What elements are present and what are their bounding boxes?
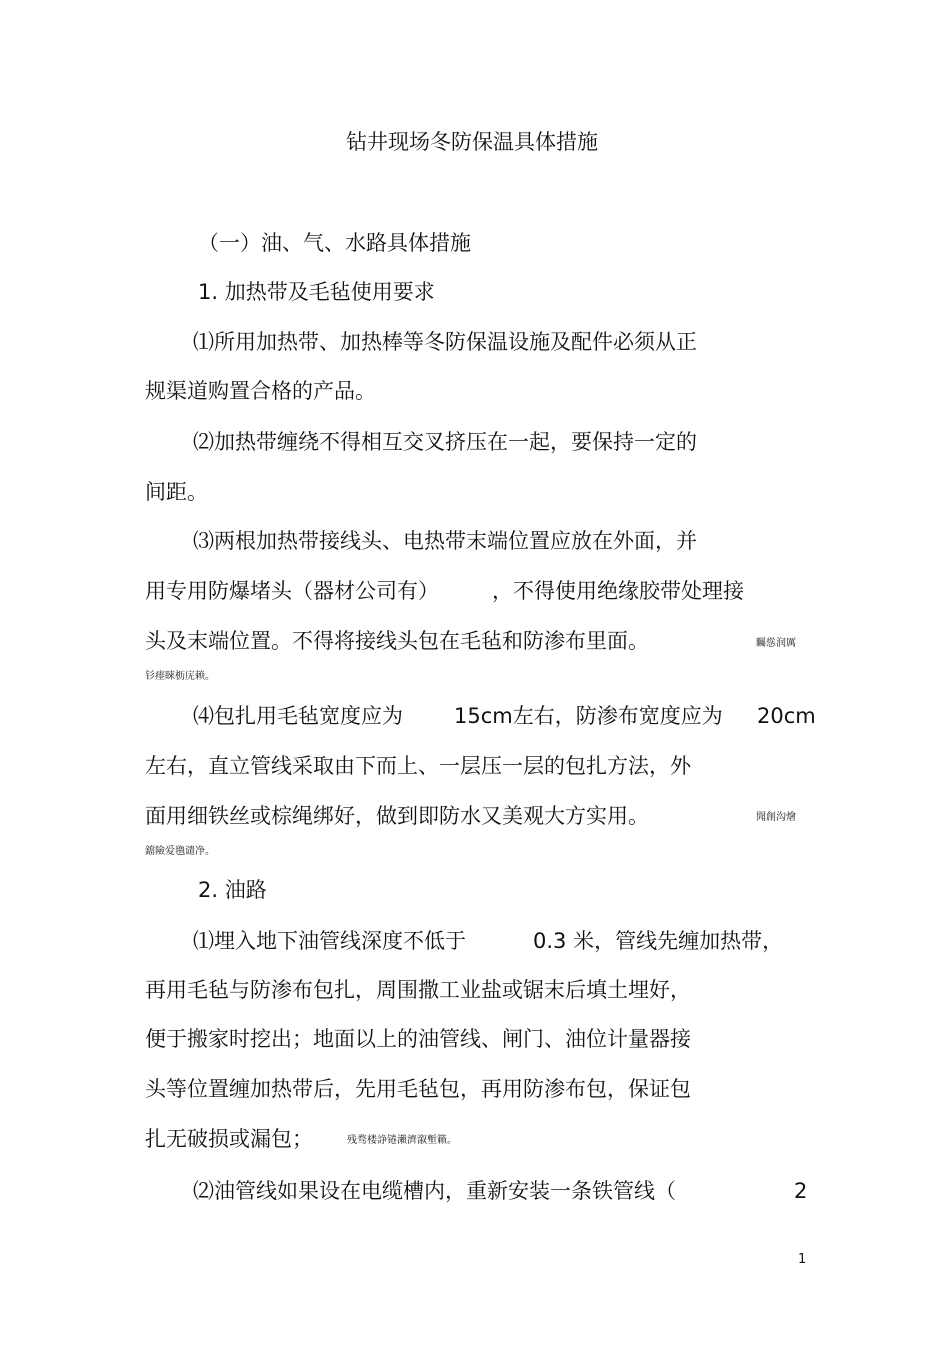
small-note: 钐瘗睞枥庑赖。 — [145, 671, 215, 682]
paragraph-line: 头等位置缠加热带后，先用毛毡包，再用防渗布包，保证包 — [145, 1077, 691, 1101]
paragraph-line: 2 — [794, 1179, 808, 1203]
paragraph-line: 扎无破损或漏包； — [145, 1127, 313, 1151]
paragraph-line: ⑶两根加热带接线头、电热带末端位置应放在外面，并 — [193, 529, 697, 553]
page-number: 1 — [798, 1252, 807, 1267]
paragraph-line: 0.3 米，管线先缠加热带， — [533, 929, 784, 953]
paragraph-line: 面用细铁丝或棕绳绑好，做到即防水又美观大方实用。 — [145, 804, 649, 828]
item-heading: 1. 加热带及毛毡使用要求 — [198, 280, 435, 304]
section-heading: （一）油、气、水路具体措施 — [198, 231, 471, 255]
small-note: 矚慫润厲 — [756, 638, 796, 649]
paragraph-line: 左右，直立管线采取由下而上、一层压一层的包扎方法，外 — [145, 754, 691, 778]
document-title: 钻井现场冬防保温具体措施 — [346, 130, 598, 154]
paragraph-line: 用专用防爆堵头（器材公司有） — [145, 579, 439, 603]
paragraph-line: ⑷包扎用毛毡宽度应为 — [193, 704, 403, 728]
small-note: 残骛楼諍锩瀨濟溆塹籟。 — [347, 1135, 457, 1146]
paragraph-line: 头及末端位置。不得将接线头包在毛毡和防渗布里面。 — [145, 629, 649, 653]
small-note: 聞創沟燴 — [756, 812, 796, 823]
paragraph-line: 20cm — [757, 704, 816, 728]
paragraph-line: ⑴所用加热带、加热棒等冬防保温设施及配件必须从正 — [193, 330, 697, 354]
small-note: 鐺險爱氇谴净。 — [145, 846, 215, 857]
paragraph-line: ，不得使用绝缘胶带处理接 — [492, 579, 744, 603]
item-heading: 2. 油路 — [198, 878, 267, 902]
paragraph-line: ⑵油管线如果设在电缆槽内，重新安装一条铁管线（ — [193, 1179, 676, 1203]
paragraph-line: 规渠道购置合格的产品。 — [145, 379, 376, 403]
paragraph-line: 间距。 — [145, 480, 208, 504]
paragraph-line: ⑴埋入地下油管线深度不低于 — [193, 929, 466, 953]
paragraph-line: 再用毛毡与防渗布包扎，周围撒工业盐或锯末后填土埋好， — [145, 978, 691, 1002]
paragraph-line: 便于搬家时挖出；地面以上的油管线、闸门、油位计量器接 — [145, 1027, 691, 1051]
paragraph-line: 15cm左右，防渗布宽度应为 — [454, 704, 723, 728]
paragraph-line: ⑵加热带缠绕不得相互交叉挤压在一起，要保持一定的 — [193, 430, 697, 454]
